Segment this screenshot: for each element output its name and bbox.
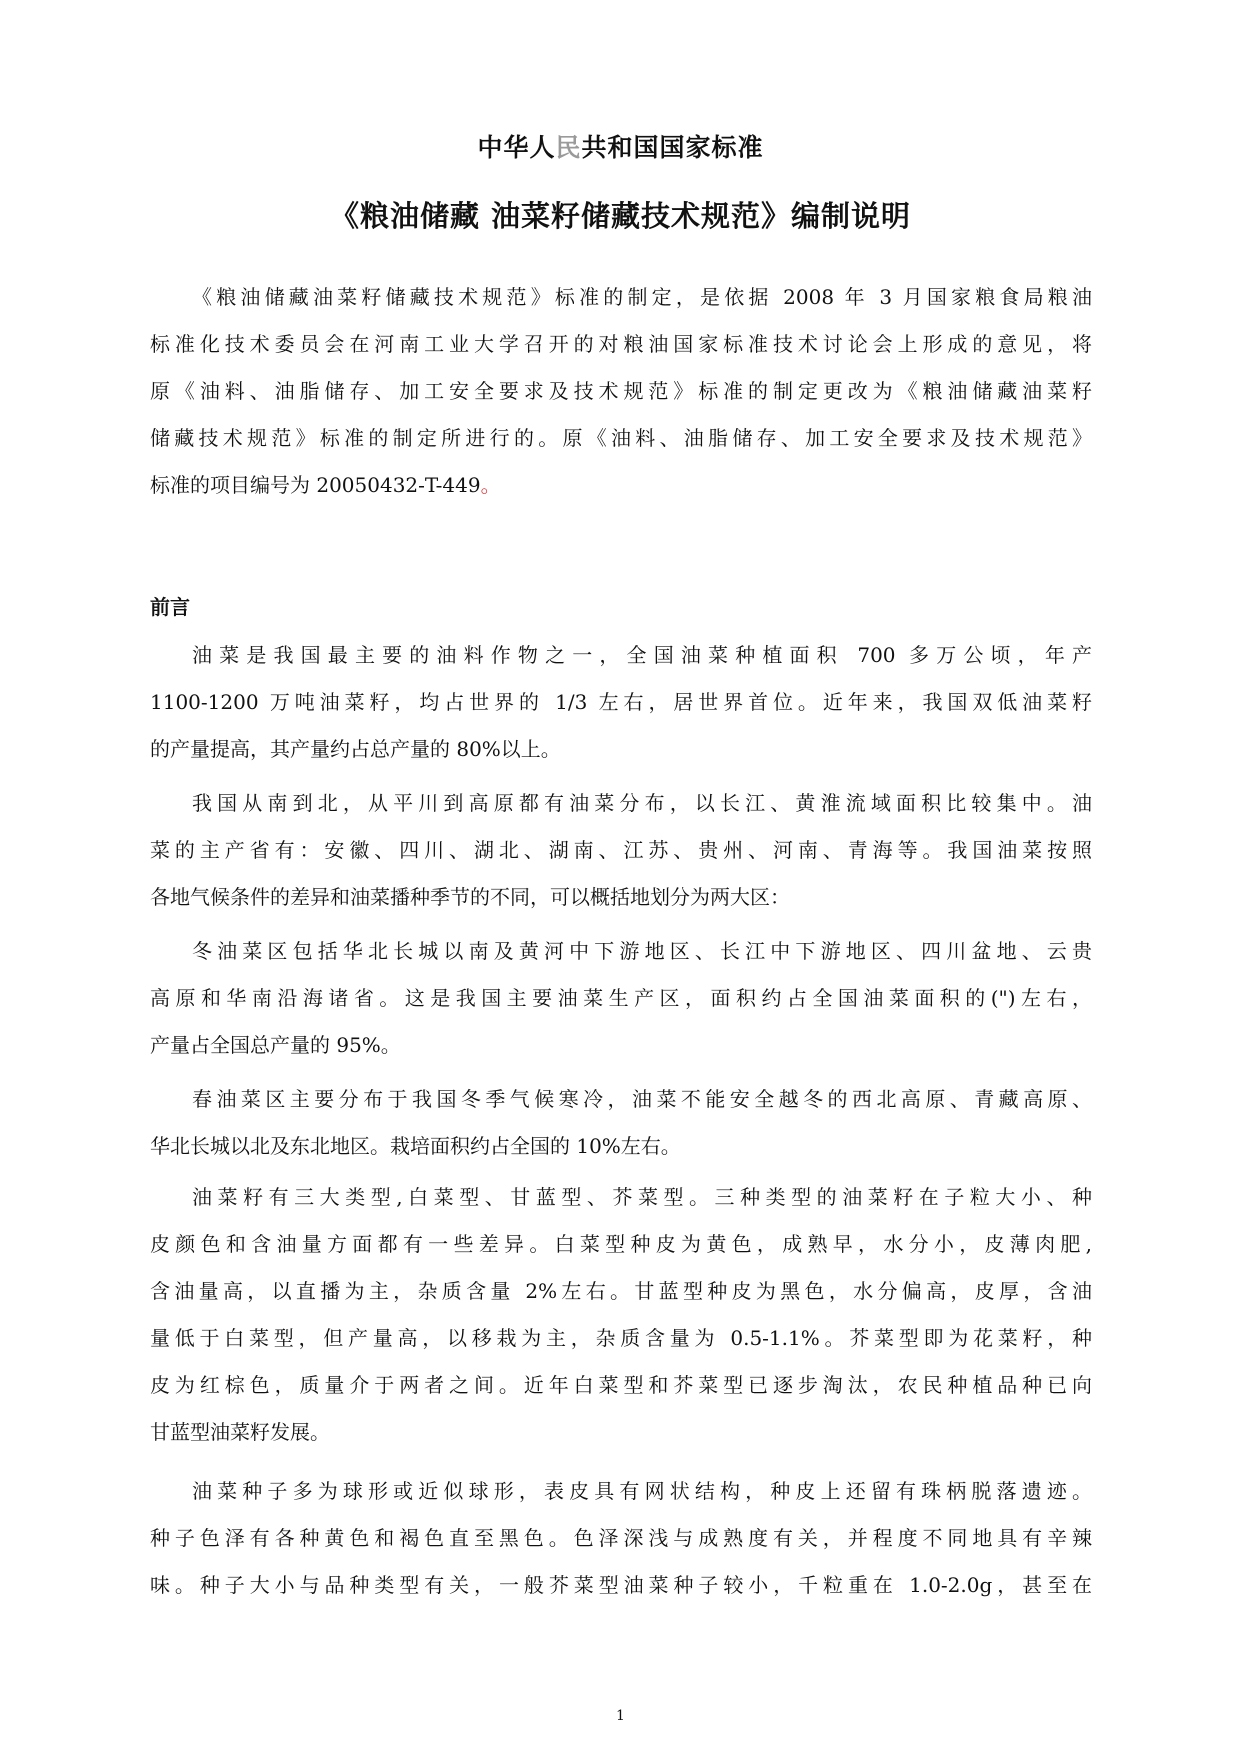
- project-number-text: 标准的项目编号为 20050432-T-449: [150, 473, 481, 497]
- text-line: 油菜籽有三大类型,白菜型、甘蓝型、芥菜型。三种类型的油菜籽在子粒大小、种: [192, 1185, 1092, 1209]
- red-period-mark: 。: [480, 473, 501, 497]
- text-line: 冬油菜区包括华北长城以南及黄河中下游地区、长江中下游地区、四川盆地、云贵: [192, 939, 1092, 963]
- text-line: 储藏技术规范》标准的制定所进行的。原《油料、油脂储存、加工安全要求及技术规范》: [150, 426, 1092, 450]
- text-line: 量低于白菜型，但产量高，以移栽为主，杂质含量为 0.5-1.1%。芥菜型即为花菜籽，种: [150, 1326, 1092, 1350]
- body-paragraph: [150, 632, 1092, 773]
- page-number: 1: [616, 1708, 625, 1724]
- title-line1-part1: 中华人: [477, 133, 556, 162]
- text-line: 各地气候条件的差异和油菜播种季节的不同，可以概括地划分为两大区：: [150, 885, 790, 909]
- text-line: 种子色泽有各种黄色和褐色直至黑色。色泽深浅与成熟度有关，并程度不同地具有辛辣: [150, 1526, 1092, 1550]
- title-line1-faded-char: 民: [555, 133, 582, 162]
- text-line: 皮为红棕色，质量介于两者之间。近年白菜型和芥菜型已逐步淘汰，农民种植品种已向: [150, 1373, 1092, 1397]
- text-line: 味。种子大小与品种类型有关，一般芥菜型油菜种子较小，千粒重在 1.0-2.0g，甚至在: [150, 1573, 1092, 1597]
- body-paragraph: [150, 1076, 1092, 1170]
- text-line: 皮颜色和含油量方面都有一些差异。白菜型种皮为黄色，成熟早，水分小，皮薄肉肥,: [150, 1232, 1092, 1256]
- body-paragraph: [150, 928, 1092, 1069]
- text-line: 我国从南到北，从平川到高原都有油菜分布，以长江、黄淮流域面积比较集中。油: [192, 791, 1092, 815]
- body-paragraph: [150, 1468, 1092, 1609]
- text-line: 菜的主产省有：安徽、四川、湖北、湖南、江苏、贵州、河南、青海等。我国油菜按照: [150, 838, 1092, 862]
- text-line: 含油量高，以直播为主，杂质含量 2%左右。甘蓝型种皮为黑色，水分偏高，皮厚，含油: [150, 1279, 1092, 1303]
- text-line: 高原和华南沿海诸省。这是我国主要油菜生产区，面积约占全国油菜面积的(")左右，: [150, 986, 1092, 1010]
- text-line: 的产量提高，其产量约占总产量的 80%以上。: [150, 737, 561, 761]
- body-paragraph: [150, 780, 1092, 921]
- text-line: 油菜是我国最主要的油料作物之一，全国油菜种植面积 700 多万公顷，年产: [192, 643, 1092, 667]
- title-line1-part2: 共和国国家标准: [581, 133, 764, 162]
- text-line: 1100-1200 万吨油菜籽，均占世界的 1/3 左右，居世界首位。近年来，我国双低油菜籽: [150, 690, 1092, 714]
- document-title-line1: [0, 130, 1241, 166]
- body-paragraph: [150, 1174, 1092, 1456]
- document-title-line2: 《粮油储藏 油菜籽储藏技术规范》编制说明: [329, 199, 912, 233]
- intro-paragraph: [150, 274, 1092, 509]
- section-heading-preface: 前言: [150, 595, 190, 619]
- text-line: 《粮油储藏油菜籽储藏技术规范》标准的制定，是依据 2008 年 3 月国家粮食局粮油: [192, 285, 1092, 309]
- text-line: 产量占全国总产量的 95%。: [150, 1033, 401, 1057]
- text-line: 甘蓝型油菜籽发展。: [150, 1420, 330, 1444]
- text-line: 标准化技术委员会在河南工业大学召开的对粮油国家标准技术讨论会上形成的意见，将: [150, 332, 1092, 356]
- text-line: 春油菜区主要分布于我国冬季气候寒冷，油菜不能安全越冬的西北高原、青藏高原、: [192, 1087, 1092, 1111]
- text-line: 华北长城以北及东北地区。栽培面积约占全国的 10%左右。: [150, 1134, 681, 1158]
- text-line: 油菜种子多为球形或近似球形，表皮具有网状结构，种皮上还留有珠柄脱落遗迹。: [192, 1479, 1092, 1503]
- text-line: [150, 462, 1092, 509]
- text-line: 原《油料、油脂储存、加工安全要求及技术规范》标准的制定更改为《粮油储藏油菜籽: [150, 379, 1092, 403]
